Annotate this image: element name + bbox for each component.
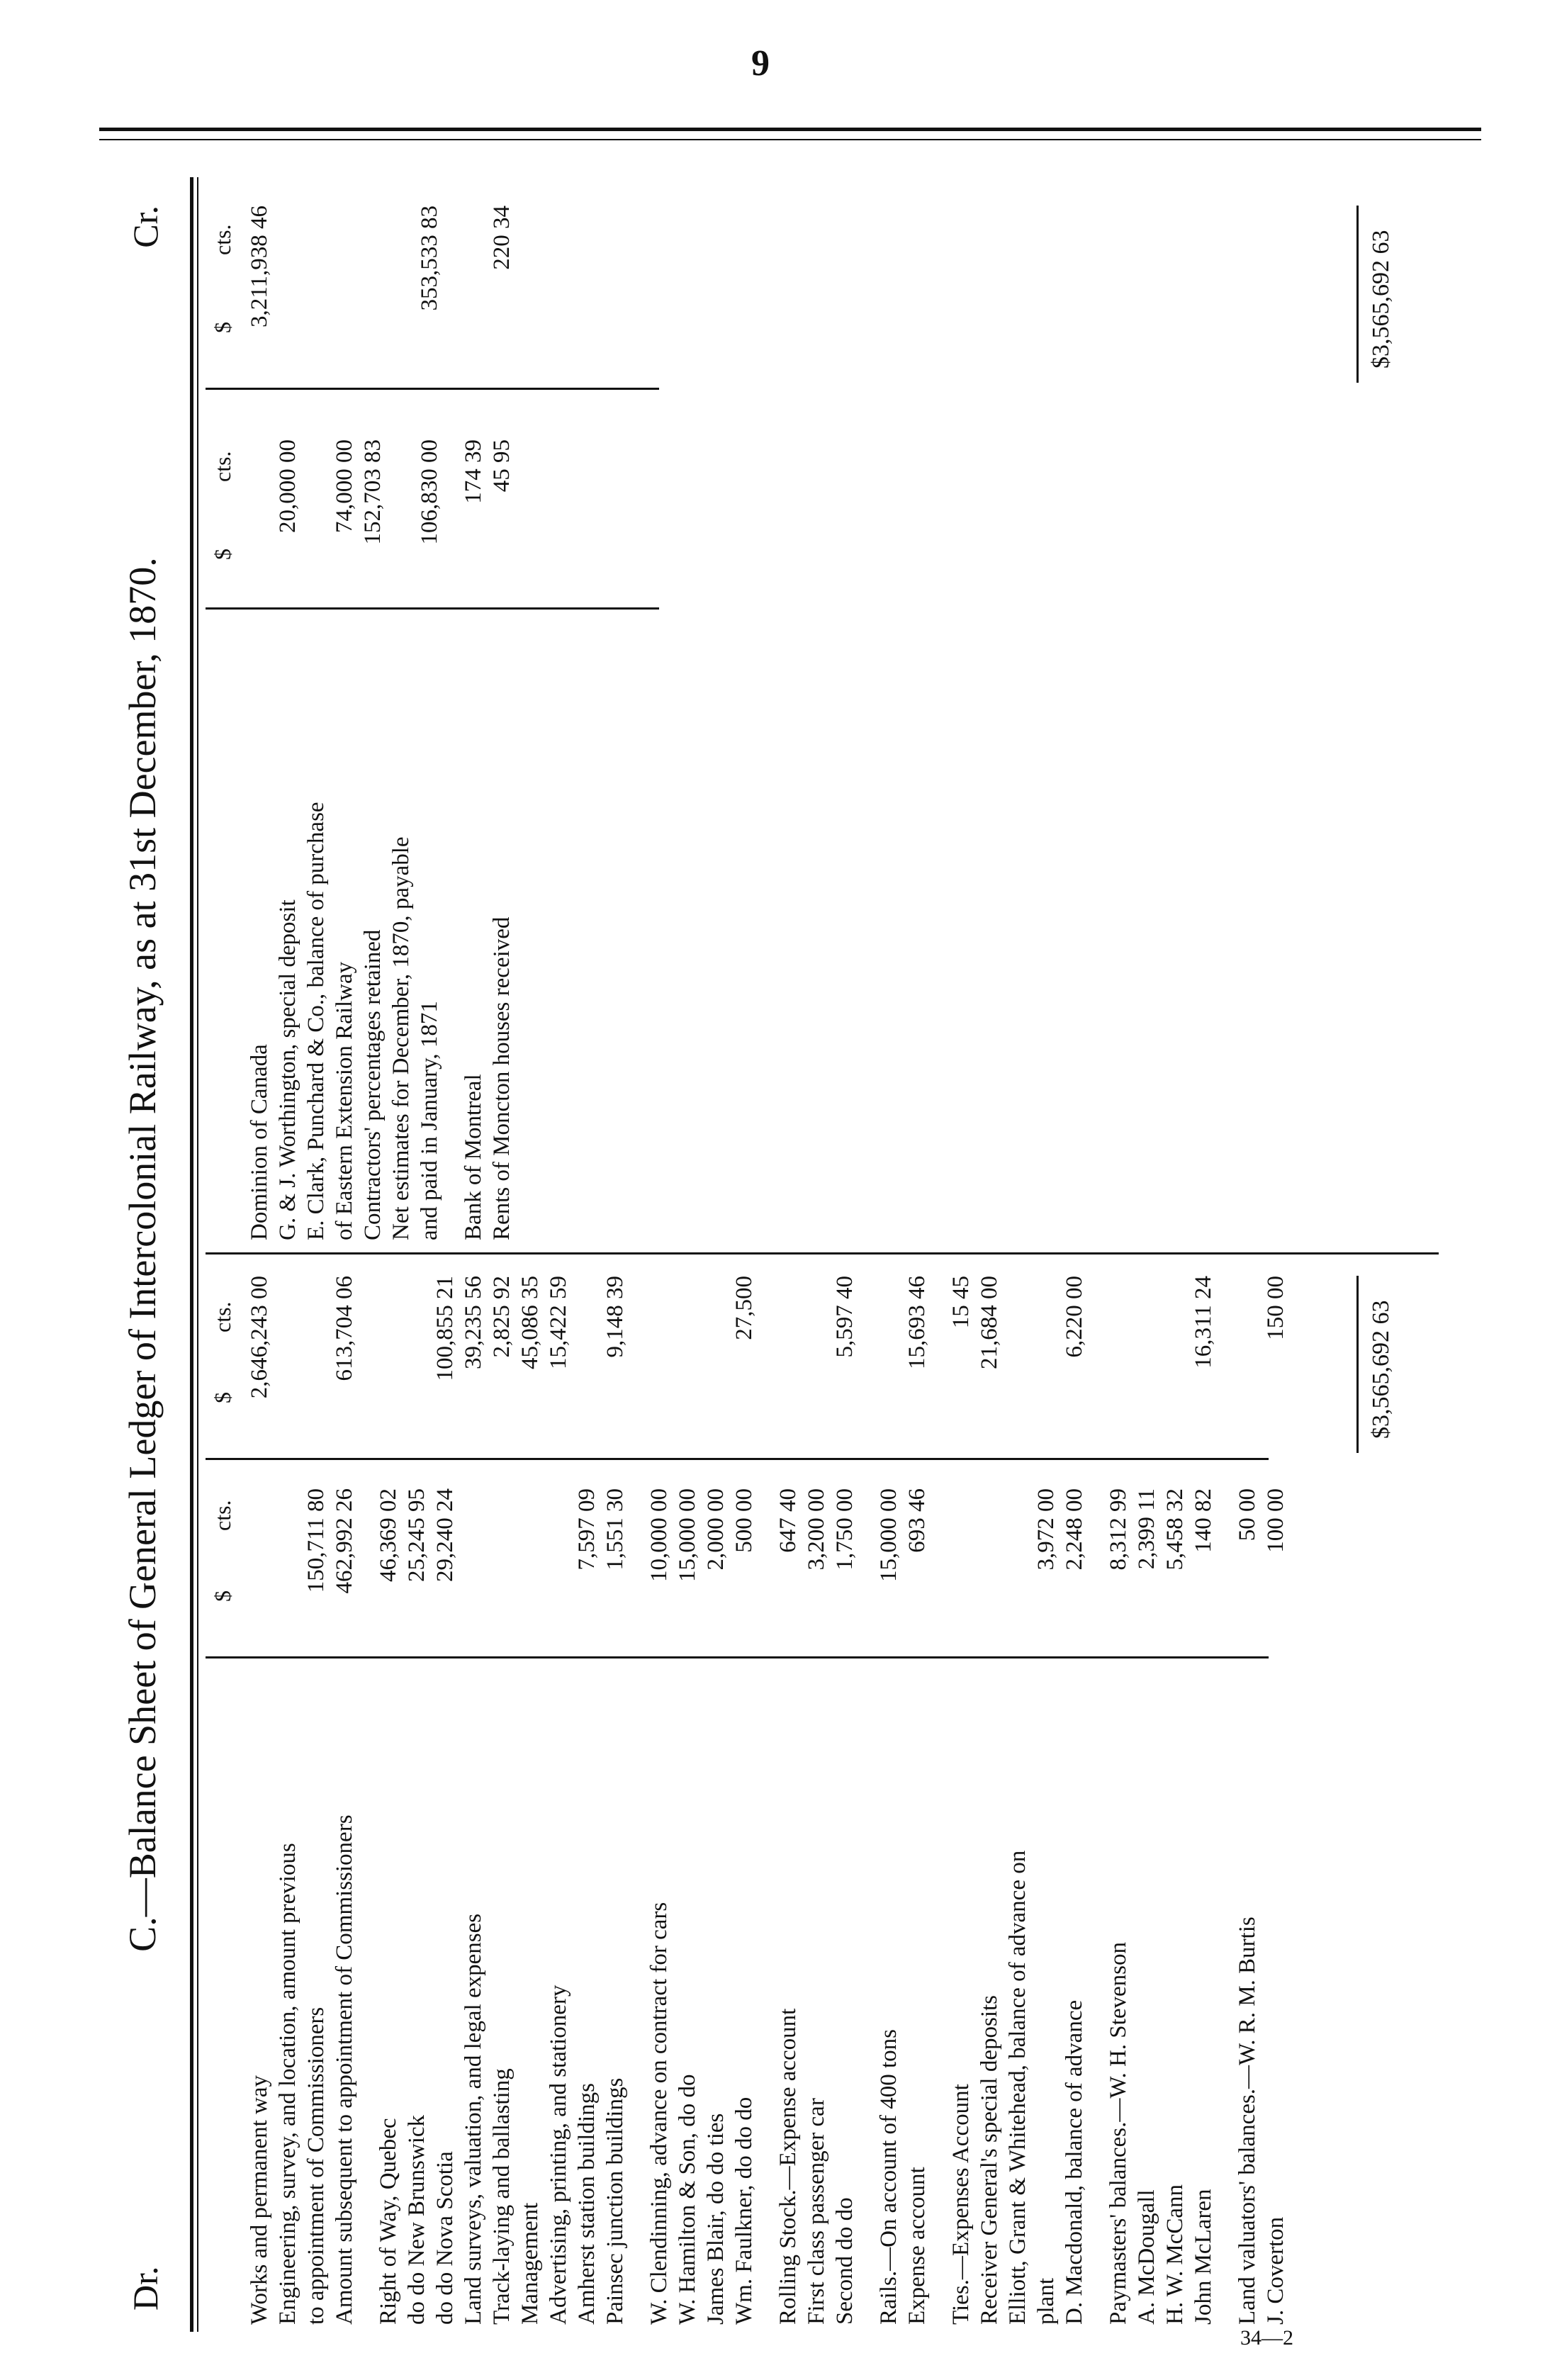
- ledger-row: [831, 1254, 859, 2332]
- entry-description: and paid in January, 1871: [417, 1001, 442, 1240]
- entry-description: Rolling Stock.—Expense account: [775, 2008, 801, 2325]
- entry-amount: 15,000 00: [876, 1488, 901, 1582]
- entry-total: 3,211,938 46: [247, 206, 272, 328]
- entry-amount: 50 00: [1235, 1488, 1260, 1542]
- entry-description: Painsec junction buildings: [602, 2077, 628, 2325]
- ledger-row: [302, 177, 330, 1247]
- entry-description: E. Clark, Punchard & Co., balance of purchase: [303, 802, 329, 1240]
- entry-amount: 29,240 24: [432, 1488, 458, 1582]
- entry-total: 353,533 83: [417, 206, 442, 311]
- debit-col2-dollar: $: [210, 1392, 235, 1403]
- ledger-row: [601, 1254, 629, 2332]
- ledger-row: [245, 1254, 274, 2332]
- entry-total: 27,500: [731, 1276, 757, 1340]
- entry-description: Ties.—Expenses Account: [948, 2084, 974, 2325]
- entry-description: plant: [1033, 2278, 1059, 2325]
- entry-description: Receiver General's special deposits: [977, 1994, 1002, 2325]
- credit-heading: Cr.: [125, 206, 165, 248]
- entry-description: Paymasters' balances.—W. H. Stevenson: [1106, 1942, 1131, 2325]
- entry-total: 220 34: [489, 206, 515, 270]
- entry-description: Advertising, printing, and stationery: [546, 1985, 571, 2325]
- entry-description: Right of Way, Quebec: [376, 2118, 401, 2325]
- entry-description: Net estimates for December, 1870, payable: [388, 836, 414, 1240]
- entry-description: of Eastern Extension Railway: [332, 961, 357, 1240]
- entry-description: First class passenger car: [804, 2098, 829, 2325]
- entry-amount: 647 40: [775, 1488, 801, 1553]
- entry-description: Rents of Moncton houses received: [489, 916, 515, 1240]
- sheet-title: C.—Balance Sheet of General Ledger of Intercolonial Railway, as at 31st December, 1870.: [121, 557, 164, 1952]
- sheet-header: [111, 177, 174, 2332]
- center-divider: [206, 1252, 1439, 1254]
- debit-total: $3,565,692 63: [1368, 1300, 1394, 1439]
- entry-amount: 2,399 11: [1134, 1488, 1159, 1570]
- ledger-row: [516, 1254, 544, 2332]
- credit-col1-dollar: $: [210, 549, 235, 560]
- frame-rule-thin: [197, 177, 198, 2332]
- ledger-row: [730, 1254, 758, 2332]
- ledger-row: [802, 1254, 831, 2332]
- ledger-row: [274, 1254, 302, 2332]
- entry-description: W. Clendinning, advance on contract for cars: [646, 1902, 672, 2325]
- entry-description: Engineering, survey, and location, amount previous: [275, 1843, 300, 2325]
- entry-description: Wm. Faulkner, do do do: [731, 2096, 757, 2325]
- entry-total: 9,148 39: [602, 1276, 628, 1358]
- ledger-row: [975, 1254, 1004, 2332]
- entry-amount: 25,245 95: [404, 1488, 429, 1582]
- ledger-row: [875, 1254, 903, 2332]
- entry-description: John McLaren: [1191, 2189, 1216, 2325]
- entry-total: 15 45: [948, 1276, 974, 1329]
- entry-total: 39,235 56: [461, 1276, 486, 1369]
- entry-description: do do Nova Scotia: [432, 2151, 458, 2325]
- entry-amount: 3,200 00: [804, 1488, 829, 1571]
- top-rule-thin: [99, 139, 1481, 140]
- ledger-row: [459, 1254, 488, 2332]
- entry-amount: 15,000 00: [675, 1488, 700, 1582]
- ledger-row: [403, 1254, 431, 2332]
- ledger-row: [947, 1254, 975, 2332]
- page-number: 9: [751, 43, 770, 84]
- entry-amount: 20,000 00: [275, 439, 300, 533]
- ledger-row: [544, 1254, 573, 2332]
- entry-description: Management: [517, 2202, 543, 2325]
- entry-amount: 2,248 00: [1062, 1488, 1087, 1571]
- entry-description: Amherst station buildings: [574, 2083, 600, 2325]
- entry-amount: 462,992 26: [332, 1488, 357, 1594]
- entry-description: D. Macdonald, balance of advance: [1062, 1999, 1087, 2325]
- credit-col2-dollar: $: [210, 322, 235, 333]
- entry-description: do do New Brunswick: [404, 2114, 429, 2325]
- entry-amount: 140 82: [1191, 1488, 1216, 1553]
- credit-total: $3,565,692 63: [1368, 230, 1394, 369]
- frame-rule: [190, 177, 193, 2332]
- debit-col-divider-1: [206, 1656, 1269, 1658]
- debit-heading: Dr.: [125, 2266, 165, 2311]
- entry-description: W. Hamilton & Son, do do: [675, 2074, 700, 2325]
- entry-description: James Blair, do do ties: [703, 2113, 729, 2325]
- ledger-row: [1004, 1254, 1032, 2332]
- entry-amount: 7,597 09: [574, 1488, 600, 1571]
- margin-note: 34—2: [1240, 2326, 1293, 2350]
- entry-amount: 150,711 80: [303, 1488, 329, 1593]
- ledger-row: [488, 177, 516, 1247]
- ledger-row: [374, 1254, 403, 2332]
- entry-total: 21,684 00: [977, 1276, 1002, 1369]
- ledger-row: [1060, 1254, 1089, 2332]
- entry-description: to appointment of Commissioners: [303, 2006, 329, 2325]
- debit-rows: [245, 1254, 1290, 2332]
- entry-description: J. Coverton: [1263, 2216, 1288, 2325]
- entry-description: Elliott, Grant & Whitehead, balance of advance on: [1005, 1850, 1030, 2325]
- entry-total: 16,311 24: [1191, 1276, 1216, 1369]
- ledger-row: [330, 1254, 359, 2332]
- row-gap: [629, 1254, 645, 2332]
- ledger-row: [903, 1254, 931, 2332]
- entry-amount: 500 00: [731, 1488, 757, 1553]
- ledger-row: [702, 1254, 730, 2332]
- row-gap: [359, 1254, 374, 2332]
- entry-total: 5,597 40: [832, 1276, 858, 1358]
- entry-amount: 5,458 32: [1162, 1488, 1188, 1571]
- ledger-row: [330, 177, 359, 1247]
- ledger-row: [1189, 1254, 1218, 2332]
- row-gap: [859, 1254, 875, 2332]
- entry-amount: 106,830 00: [417, 439, 442, 545]
- ledger-row: [359, 177, 387, 1247]
- ledger-row: [459, 177, 488, 1247]
- entry-description: H. W. McCann: [1162, 2184, 1188, 2325]
- entry-description: Land valuators' balances.—W. R. M. Burtis: [1235, 1916, 1260, 2325]
- ledger-row: [302, 1254, 330, 2332]
- ledger-row: [274, 177, 302, 1247]
- top-rule: [99, 128, 1481, 131]
- entry-amount: 46,369 02: [376, 1488, 401, 1582]
- entry-amount: 174 39: [461, 439, 486, 504]
- debit-col1-cts: cts.: [210, 1500, 235, 1531]
- debit-total-rule: [1356, 1276, 1359, 1453]
- row-gap: [758, 1254, 774, 2332]
- entry-total: 2,825 92: [489, 1276, 515, 1358]
- entry-description: Dominion of Canada: [247, 1044, 272, 1240]
- entry-amount: 1,750 00: [832, 1488, 858, 1571]
- entry-total: 613,704 06: [332, 1276, 357, 1381]
- ledger-row: [1262, 1254, 1290, 2332]
- ledger-row: [488, 1254, 516, 2332]
- ledger-row: [1233, 1254, 1262, 2332]
- ledger-row: [1161, 1254, 1189, 2332]
- row-gap: [1089, 1254, 1104, 2332]
- entry-description: G. & J. Worthington, special deposit: [275, 899, 300, 1240]
- ledger-row: [415, 177, 444, 1247]
- entry-description: Contractors' percentages retained: [360, 929, 386, 1240]
- entry-amount: 152,703 83: [360, 439, 386, 545]
- entry-amount: 1,551 30: [602, 1488, 628, 1571]
- ledger-row: [1133, 1254, 1161, 2332]
- row-gap: [444, 177, 459, 1247]
- entry-description: Rails.—On account of 400 tons: [876, 2028, 901, 2325]
- entry-total: 15,693 46: [904, 1276, 930, 1369]
- ledger-row: [573, 1254, 601, 2332]
- entry-amount: 2,000 00: [703, 1488, 729, 1571]
- ledger-row: [1104, 1254, 1133, 2332]
- entry-amount: 74,000 00: [332, 439, 357, 533]
- ledger-row: [1032, 1254, 1060, 2332]
- entry-amount: 10,000 00: [646, 1488, 672, 1582]
- entry-total: 15,422 59: [546, 1276, 571, 1369]
- ledger-row: [245, 177, 274, 1247]
- entry-description: Bank of Montreal: [461, 1074, 486, 1240]
- credit-total-rule: [1356, 206, 1359, 383]
- entry-amount: 3,972 00: [1033, 1488, 1059, 1571]
- entry-total: 45,086 35: [517, 1276, 543, 1369]
- entry-total: 6,220 00: [1062, 1276, 1087, 1358]
- row-gap: [1218, 1254, 1233, 2332]
- entry-amount: 693 46: [904, 1488, 930, 1553]
- entry-total: 100,855 21: [432, 1276, 458, 1381]
- debit-col-divider-2: [206, 1458, 1269, 1460]
- credit-col1-cts: cts.: [210, 451, 235, 482]
- entry-amount: 8,312 99: [1106, 1488, 1131, 1571]
- debit-col2-cts: cts.: [210, 1301, 235, 1332]
- debit-col1-dollar: $: [210, 1590, 235, 1602]
- entry-description: Expense account: [904, 2167, 930, 2325]
- entry-description: A. McDougall: [1134, 2189, 1159, 2325]
- entry-description: Land surveys, valuation, and legal expenses: [461, 1913, 486, 2325]
- ledger-row: [774, 1254, 802, 2332]
- balance-sheet: [106, 177, 1467, 2350]
- entry-total: 150 00: [1263, 1276, 1288, 1340]
- entry-description: Track-laying and ballasting: [489, 2068, 515, 2325]
- debit-side: [206, 1254, 1453, 2332]
- credit-col2-cts: cts.: [210, 224, 235, 255]
- entry-description: Amount subsequent to appointment of Commissioners: [332, 1814, 357, 2325]
- entry-total: 2,646,243 00: [247, 1276, 272, 1399]
- entry-amount: 45 95: [489, 439, 515, 493]
- entry-description: Works and permanent way: [247, 2075, 272, 2325]
- ledger-row: [673, 1254, 702, 2332]
- ledger-row: [645, 1254, 673, 2332]
- ledger-row: [387, 177, 415, 1247]
- ledger-row: [431, 1254, 459, 2332]
- entry-amount: 100 00: [1263, 1488, 1288, 1553]
- entry-description: Second do do: [832, 2197, 858, 2325]
- credit-side: [206, 177, 1453, 1247]
- row-gap: [931, 1254, 947, 2332]
- credit-rows: [245, 177, 516, 1247]
